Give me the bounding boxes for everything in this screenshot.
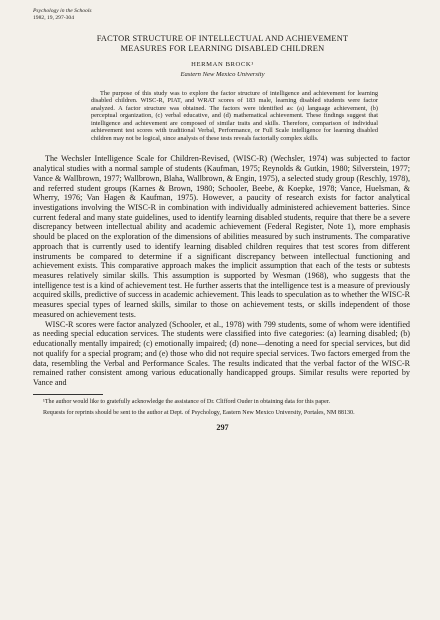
journal-volume-info: 1982, 19, 297-304 [33,14,75,21]
title-line-2: MEASURES FOR LEARNING DISABLED CHILDREN [120,43,325,53]
footnotes [33,399,412,418]
page-number: 297 [216,423,229,433]
abstract: The purpose of this study was to explore the factor structure of intelligence and achievement for learning disabled children. WISC-R, PIAT, and WRAT scores of 183 male, learning disabled students were factor analyzed. A factor structure was obtained. The factors were identified as: (a) language achievement, (b) perceptual organization, (c) verbal educative, and (d) mathematical achievement. These findings suggest that intelligence and achievement are composed of similar traits and skills. Therefore, comparison of individual achievement test scores with traditional Verbal, Performance, or Full Scale intelligence for learning disabled children may not be logical, since analysis of these tests reveals factorially complex skills. [91,89,378,142]
author-affiliation: Eastern New Mexico University [180,70,265,78]
article-title [33,34,412,54]
author-name: HERMAN BROCK¹ [191,60,254,68]
footnote-divider [33,394,103,395]
article-body [33,154,410,387]
journal-name: Psychology in the Schools [33,8,92,14]
body-paragraph: WISC-R scores were factor analyzed (Schooler, et al., 1978) with 799 students, some of whom were identified as needing special education services. The students were classified into five categories: (a) learning disabled; (b) educationally mentally impaired; (c) emotionally impaired; (d) none—denoting a need for special services, but did not qualify for a special program; and (e) those who did not require special services. Two factors emerged from the data, resembling the Verbal and Performance Scales. The results indicated that the verbal factor of the WISC-R remained rather consistent among various educationally handicapped groups. Similar results were reported by Vance and [33,319,410,387]
footnote-reprints: Requests for reprints should be sent to the author at Dept. of Psychology, Eastern New Mexico University, Portales, NM 88130. [43,409,355,416]
journal-header [33,8,412,22]
footnote-acknowledgment: ¹The author would like to gratefully acknowledge the assistance of Dr. Clifford Ouder in obtaining data for this paper. [43,398,331,405]
title-line-1: FACTOR STRUCTURE OF INTELLECTUAL AND ACHIEVEMENT [96,33,349,43]
body-paragraph: The Wechsler Intelligence Scale for Children-Revised, (WISC-R) (Wechsler, 1974) was subjected to factor analytical studies with a normal sample of students (Kaufman, 1975; Reynolds & Gutkin, 1980; Silverstein, 1977; Vance & Wallbrown, 1977; Wallbrown, Blaha, Wallbrown, & Engin, 1975), a selected study group (Reschly, 1978), and referred student groups (Karnes & Brown, 1980; Schooler, Beebe, & Koepke, 1978; Vance, Huelsman, & Wherry, 1976; Van Hagen & Kaufman, 1975). However, a paucity of research exists for factor analytical investigations involving the WISC-R in combination with individually administered achievement batteries. Since current federal and many state guidelines, used to identify learning disabled students, require that there be a severe discrepancy between intellectual ability and academic achievement (Federal Register, Note 1), more emphasis should be placed on the exploration of the dimensions of abilities measured by such instruments. The comparative approach that is currently used to identify learning disabled children requires that test scores from different instruments be compared to determine if a significant discrepancy between intellectual functioning and achievement exists. This comparative approach makes the implicit assumption that each of the tests or subtests measures relatively similar skills. This assumption is supported by Wesman (1968), who suggests that the intelligence test is a kind of achievement test. He further asserts that the intelligence test is a measure of previously acquired skills, predictive of success in academic achievement. This leads to speculation as to whether the WISC-R measures special types of learned skills, similar to those on achievement tests, or skills independent of those measured on achievement tests. [33,154,410,319]
